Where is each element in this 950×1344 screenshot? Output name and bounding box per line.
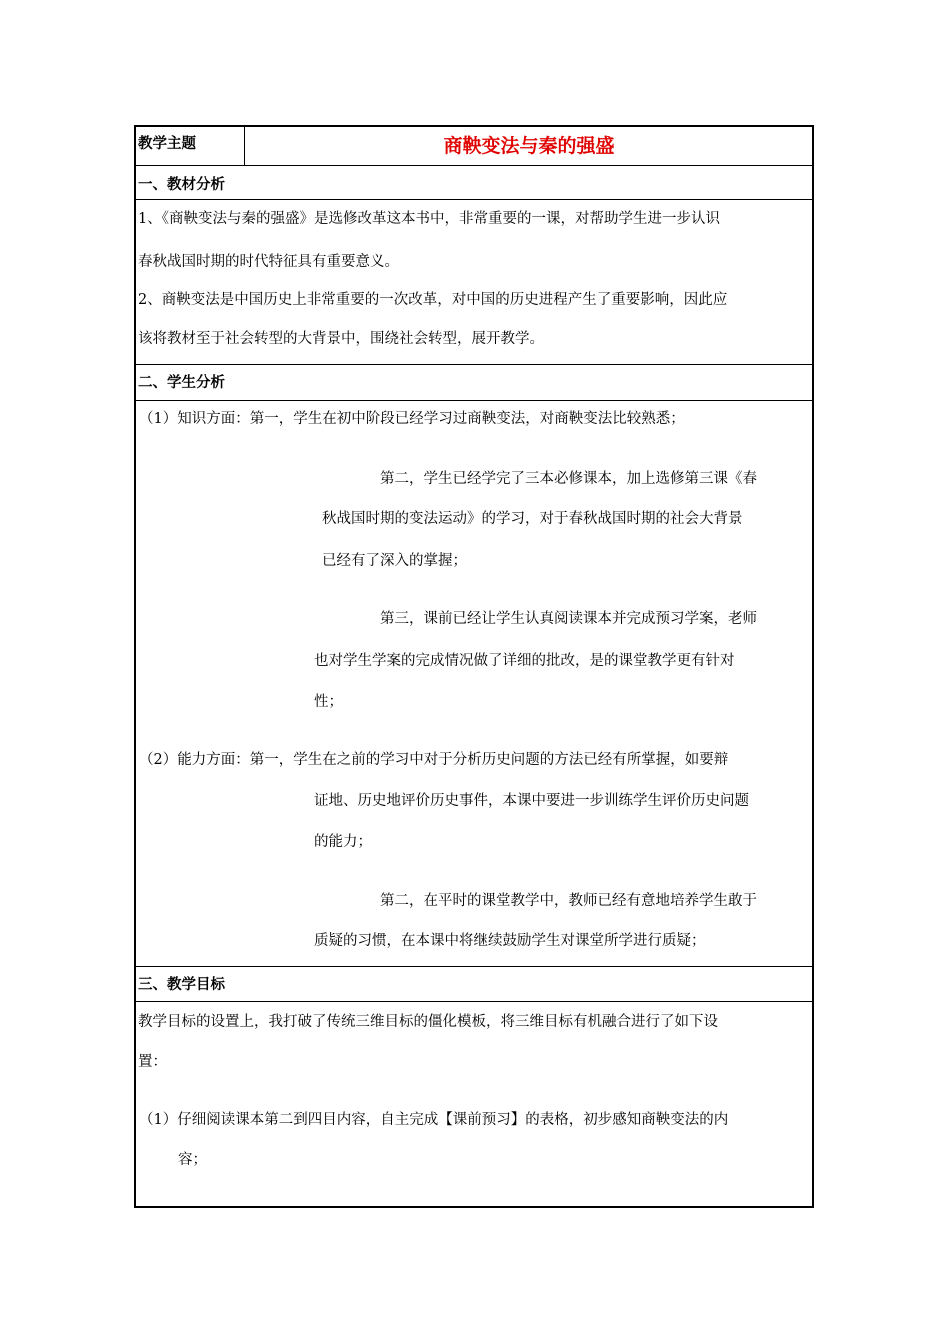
row-divider: [136, 1001, 812, 1002]
material-line: 1、《商鞅变法与秦的强盛》是选修改革这本书中，非常重要的一课，对帮助学生进一步认识: [138, 211, 720, 227]
students-line: 已经有了深入的掌握；: [322, 553, 467, 569]
students-line: 秋战国时期的变法运动》的学习，对于春秋战国时期的社会大背景: [322, 511, 743, 527]
students-line: 也对学生学案的完成情况做了详细的批改，是的课堂教学更有针对: [314, 653, 735, 669]
material-line: 春秋战国时期的时代特征具有重要意义。: [138, 254, 399, 270]
section-heading-material: 一、教材分析: [138, 177, 225, 193]
students-line: 证地、历史地评价历史事件，本课中要进一步训练学生评价历史问题: [314, 793, 749, 809]
title-divider: [244, 127, 245, 165]
row-divider: [136, 364, 812, 365]
students-line: 的能力；: [314, 834, 372, 850]
material-line: 2、商鞅变法是中国历史上非常重要的一次改革，对中国的历史进程产生了重要影响，因此应: [138, 292, 728, 308]
section-heading-students: 二、学生分析: [138, 375, 225, 391]
section-heading-goals: 三、教学目标: [138, 977, 225, 993]
goals-line: 容；: [178, 1152, 207, 1168]
material-line: 该将教材至于社会转型的大背景中，围绕社会转型，展开教学。: [138, 331, 544, 347]
row-divider: [136, 199, 812, 200]
lesson-title: 商鞅变法与秦的强盛: [443, 135, 615, 157]
goals-line: 置：: [138, 1054, 167, 1070]
row-divider: [136, 400, 812, 401]
students-line: 质疑的习惯，在本课中将继续鼓励学生对课堂所学进行质疑；: [314, 933, 706, 949]
students-line: （2）能力方面：第一，学生在之前的学习中对于分析历史问题的方法已经有所掌握，如要辩: [139, 752, 729, 768]
theme-label: 教学主题: [138, 136, 196, 152]
students-line: （1）知识方面：第一，学生在初中阶段已经学习过商鞅变法，对商鞅变法比较熟悉；: [139, 411, 685, 427]
students-line: 第三，课前已经让学生认真阅读课本并完成预习学案，老师: [380, 611, 757, 627]
goals-line: （1）仔细阅读课本第二到四目内容，自主完成【课前预习】的表格，初步感知商鞅变法的内: [139, 1112, 729, 1128]
students-line: 性；: [314, 694, 343, 710]
lesson-plan-table: [134, 125, 814, 1208]
students-line: 第二，在平时的课堂教学中，教师已经有意地培养学生敢于: [380, 893, 757, 909]
row-divider: [136, 165, 812, 166]
row-divider: [136, 966, 812, 967]
goals-line: 教学目标的设置上，我打破了传统三维目标的僵化模板，将三维目标有机融合进行了如下设: [138, 1014, 718, 1030]
students-line: 第二，学生已经学完了三本必修课本，加上选修第三课《春: [380, 471, 757, 487]
